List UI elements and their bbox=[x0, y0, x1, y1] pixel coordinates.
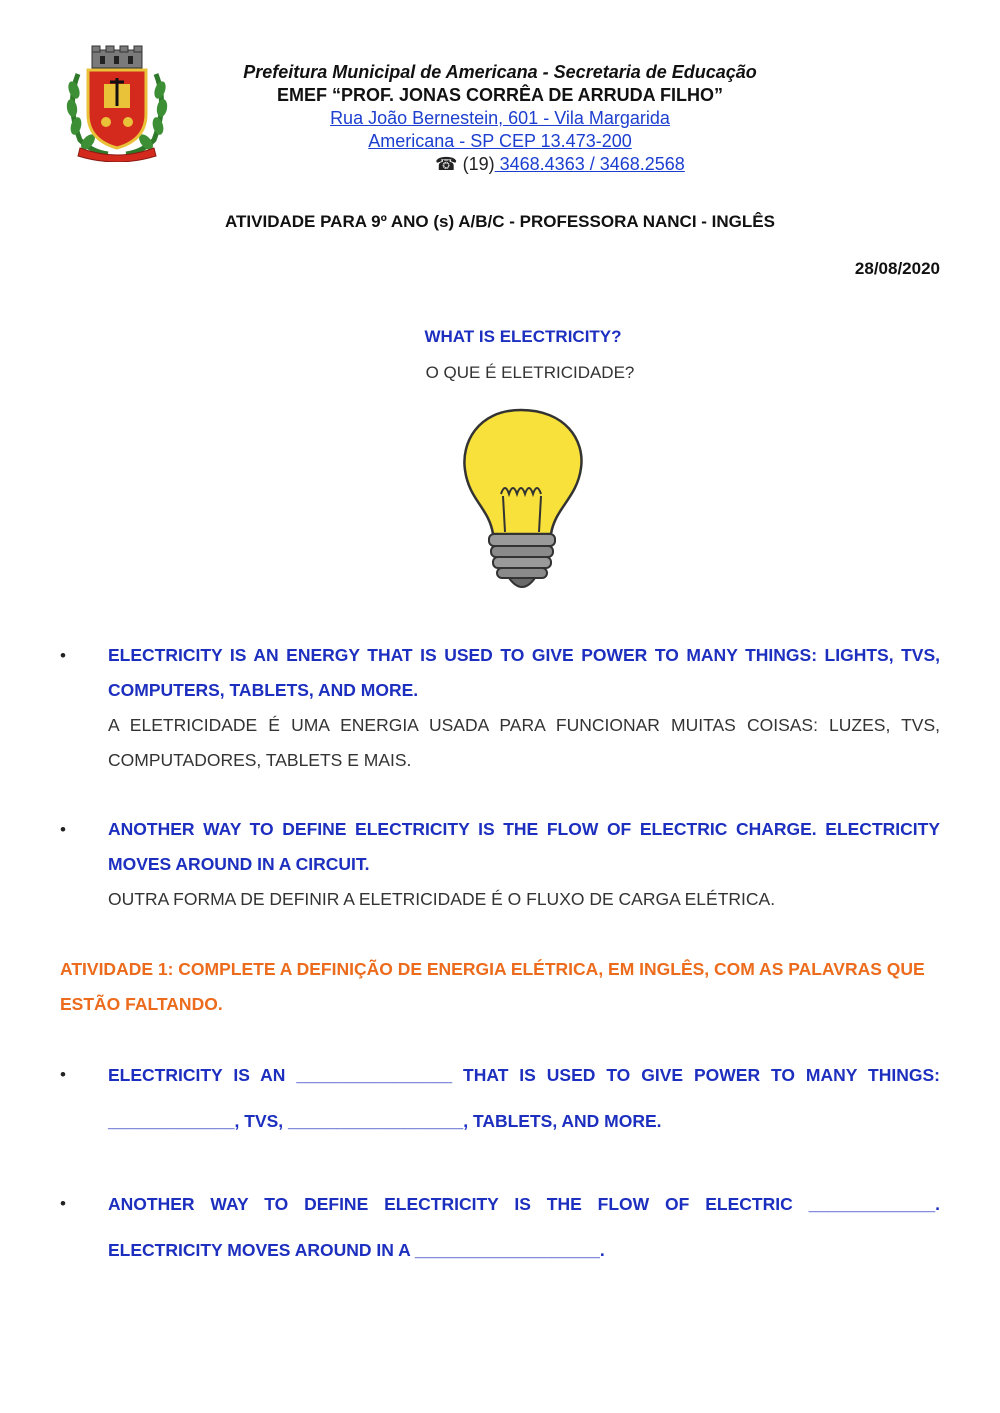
ex2-part-a: ANOTHER WAY TO DEFINE ELECTRICITY IS THE FLOW OF ELECTRIC bbox=[108, 1194, 809, 1214]
ex1-part-d: , TABLETS, AND MORE. bbox=[463, 1111, 662, 1131]
bullet-dot: • bbox=[60, 820, 66, 839]
list-item bbox=[60, 812, 940, 917]
phone-area-code: (19) bbox=[462, 154, 495, 174]
bullet-dot: • bbox=[60, 1194, 66, 1213]
exercise-item-2 bbox=[60, 1181, 940, 1273]
header-prefeitura: Prefeitura Municipal de Americana - Secretaria de Educação bbox=[243, 62, 757, 82]
ex2-part-b: . ELECTRICITY MOVES AROUND IN A bbox=[108, 1194, 940, 1260]
bullet-english-text: ELECTRICITY IS AN ENERGY THAT IS USED TO GIVE POWER TO MANY THINGS: LIGHTS, TVS, COMPUTERS, TABLETS, AND MORE. bbox=[108, 645, 940, 700]
fill-blank-circuit[interactable]: ___________________ bbox=[414, 1240, 600, 1260]
exercise-item-1 bbox=[60, 1052, 940, 1144]
phone-icon: ☎ bbox=[435, 154, 458, 174]
header-school-name: EMEF “PROF. JONAS CORRÊA DE ARRUDA FILHO” bbox=[276, 85, 724, 105]
bullet-dot: • bbox=[60, 1065, 66, 1084]
activity-title: ATIVIDADE PARA 9º ANO (s) A/B/C - PROFESSORA NANCI - INGLÊS bbox=[225, 212, 775, 231]
list-item bbox=[60, 638, 940, 778]
address-street-link[interactable]: Rua João Bernestein, 601 - Vila Margarida bbox=[330, 108, 670, 128]
phone-numbers-link[interactable]: 3468.4363 / 3468.2568 bbox=[494, 154, 685, 174]
fill-blank-energy[interactable]: ________________ bbox=[296, 1065, 453, 1085]
bullet-dot: • bbox=[60, 646, 66, 665]
bullet-portuguese-text: OUTRA FORMA DE DEFINIR A ELETRICIDADE É O FLUXO DE CARGA ELÉTRICA. bbox=[108, 889, 776, 909]
header-phone-line bbox=[180, 153, 820, 176]
exercise-1-text bbox=[108, 1052, 940, 1144]
activity-1-instructions: ATIVIDADE 1: COMPLETE A DEFINIÇÃO DE ENERGIA ELÉTRICA, EM INGLÊS, COM AS PALAVRAS QUE ESTÃO FALTANDO. bbox=[60, 959, 925, 1014]
question-portuguese: O QUE É ELETRICIDADE? bbox=[425, 363, 635, 382]
address-city-link[interactable]: Americana - SP CEP 13.473-200 bbox=[368, 131, 632, 151]
bullet-portuguese-text: A ELETRICIDADE É UMA ENERGIA USADA PARA FUNCIONAR MUITAS COISAS: LUZES, TVS, COMPUTADORES, TABLETS E MAIS. bbox=[108, 715, 940, 770]
ex2-part-c: . bbox=[599, 1240, 605, 1260]
ex1-part-b: THAT IS USED TO GIVE POWER TO MANY THINGS: bbox=[452, 1065, 941, 1085]
fill-blank-charge[interactable]: _____________ bbox=[808, 1194, 936, 1214]
question-english: WHAT IS ELECTRICITY? bbox=[424, 327, 622, 346]
activity-date: 28/08/2020 bbox=[854, 259, 940, 278]
fill-blank-lights[interactable]: _____________ bbox=[108, 1111, 235, 1131]
light-bulb-illustration bbox=[455, 404, 590, 596]
ex1-part-a: ELECTRICITY IS AN bbox=[108, 1065, 297, 1085]
ex1-part-c: , TVS, bbox=[234, 1111, 289, 1131]
exercise-2-text bbox=[108, 1181, 940, 1273]
city-crest-logo bbox=[64, 44, 170, 162]
header-address-line1[interactable] bbox=[180, 107, 820, 130]
header-address-line2[interactable] bbox=[180, 130, 820, 153]
fill-blank-computers[interactable]: __________________ bbox=[288, 1111, 464, 1131]
bullet-english-text: ANOTHER WAY TO DEFINE ELECTRICITY IS THE FLOW OF ELECTRIC CHARGE. ELECTRICITY MOVES AROUND IN A CIRCUIT. bbox=[108, 819, 940, 874]
